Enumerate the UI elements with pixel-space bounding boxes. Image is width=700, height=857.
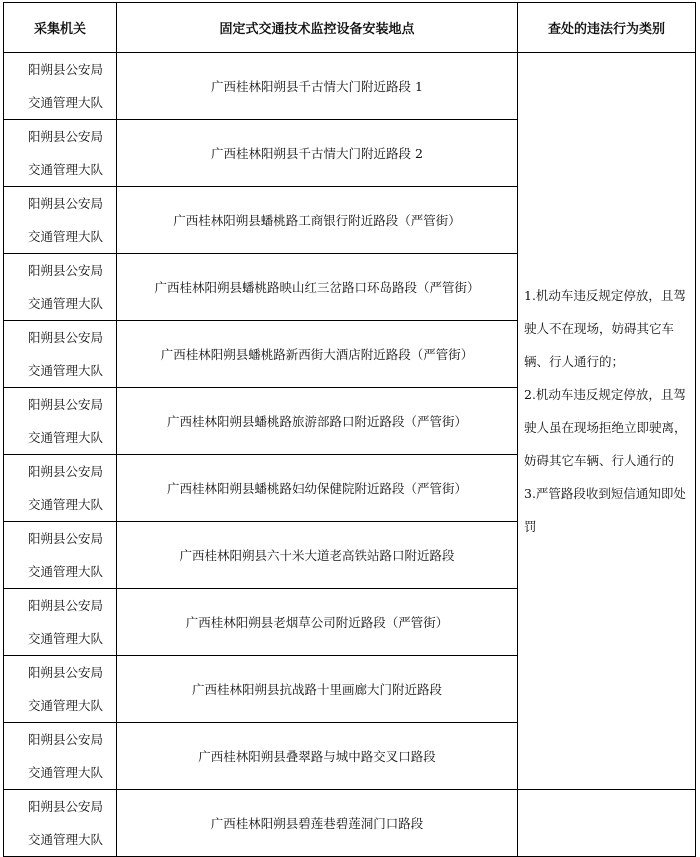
location-cell: 广西桂林阳朔县千古情大门附近路段 2 [117, 120, 518, 187]
header-agency: 采集机关 [4, 3, 117, 53]
agency-line2: 交通管理大队 [28, 162, 104, 177]
agency-cell [4, 187, 117, 254]
agency-line2: 交通管理大队 [28, 631, 104, 646]
header-location: 固定式交通技术监控设备安装地点 [117, 3, 518, 53]
location-cell: 广西桂林阳朔县抗战路十里画廊大门附近路段 [117, 656, 518, 723]
agency-cell [4, 589, 117, 656]
violation-cell [518, 53, 696, 790]
agency-line1: 阳朔县公安局 [28, 330, 104, 345]
agency-cell [4, 723, 117, 790]
agency-cell [4, 455, 117, 522]
traffic-monitoring-table [3, 2, 696, 857]
agency-line2: 交通管理大队 [28, 497, 104, 512]
table-row [4, 53, 696, 120]
agency-line1: 阳朔县公安局 [28, 799, 104, 814]
location-cell: 广西桂林阳朔县碧莲巷碧莲洞门口路段 [117, 790, 518, 857]
agency-cell [4, 656, 117, 723]
agency-cell [4, 388, 117, 455]
agency-line1: 阳朔县公安局 [28, 598, 104, 613]
agency-line1: 阳朔县公安局 [28, 263, 104, 278]
agency-line2: 交通管理大队 [28, 95, 104, 110]
agency-line2: 交通管理大队 [28, 363, 104, 378]
agency-cell [4, 790, 117, 857]
agency-cell [4, 321, 117, 388]
violation-item-2: 2.机动车违反规定停放，且驾驶人虽在现场拒绝立即驶离，妨碍其它车辆、行人通行的 [524, 387, 687, 468]
location-cell: 广西桂林阳朔县蟠桃路映山红三岔路口环岛路段（严管街） [117, 254, 518, 321]
agency-cell [4, 254, 117, 321]
agency-line1: 阳朔县公安局 [28, 397, 104, 412]
header-violation: 查处的违法行为类别 [518, 3, 696, 53]
agency-line1: 阳朔县公安局 [28, 531, 104, 546]
agency-line2: 交通管理大队 [28, 229, 104, 244]
empty-violation-cell [518, 790, 696, 857]
agency-line1: 阳朔县公安局 [28, 464, 104, 479]
agency-line2: 交通管理大队 [28, 430, 104, 445]
agency-cell [4, 522, 117, 589]
agency-line2: 交通管理大队 [28, 564, 104, 579]
location-cell: 广西桂林阳朔县叠翠路与城中路交叉口路段 [117, 723, 518, 790]
agency-line2: 交通管理大队 [28, 832, 104, 847]
agency-line1: 阳朔县公安局 [28, 196, 104, 211]
agency-line1: 阳朔县公安局 [28, 665, 104, 680]
violation-item-1: 1.机动车违反规定停放，且驾驶人不在现场，妨碍其它车辆、行人通行的； [524, 288, 686, 369]
agency-line2: 交通管理大队 [28, 765, 104, 780]
agency-cell [4, 53, 117, 120]
agency-line2: 交通管理大队 [28, 698, 104, 713]
agency-line1: 阳朔县公安局 [28, 129, 104, 144]
location-cell: 广西桂林阳朔县蟠桃路工商银行附近路段（严管街） [117, 187, 518, 254]
location-cell: 广西桂林阳朔县千古情大门附近路段 1 [117, 53, 518, 120]
location-cell: 广西桂林阳朔县老烟草公司附近路段（严管街） [117, 589, 518, 656]
location-cell: 广西桂林阳朔县蟠桃路旅游部路口附近路段（严管街） [117, 388, 518, 455]
table-row [4, 790, 696, 857]
location-cell: 广西桂林阳朔县六十米大道老高铁站路口附近路段 [117, 522, 518, 589]
location-cell: 广西桂林阳朔县蟠桃路新西街大酒店附近路段（严管街） [117, 321, 518, 388]
location-cell: 广西桂林阳朔县蟠桃路妇幼保健院附近路段（严管街） [117, 455, 518, 522]
agency-cell [4, 120, 117, 187]
agency-line2: 交通管理大队 [28, 296, 104, 311]
agency-line1: 阳朔县公安局 [28, 62, 104, 77]
agency-line1: 阳朔县公安局 [28, 732, 104, 747]
violation-item-3: 3.严管路段收到短信通知即处罚 [524, 486, 686, 534]
